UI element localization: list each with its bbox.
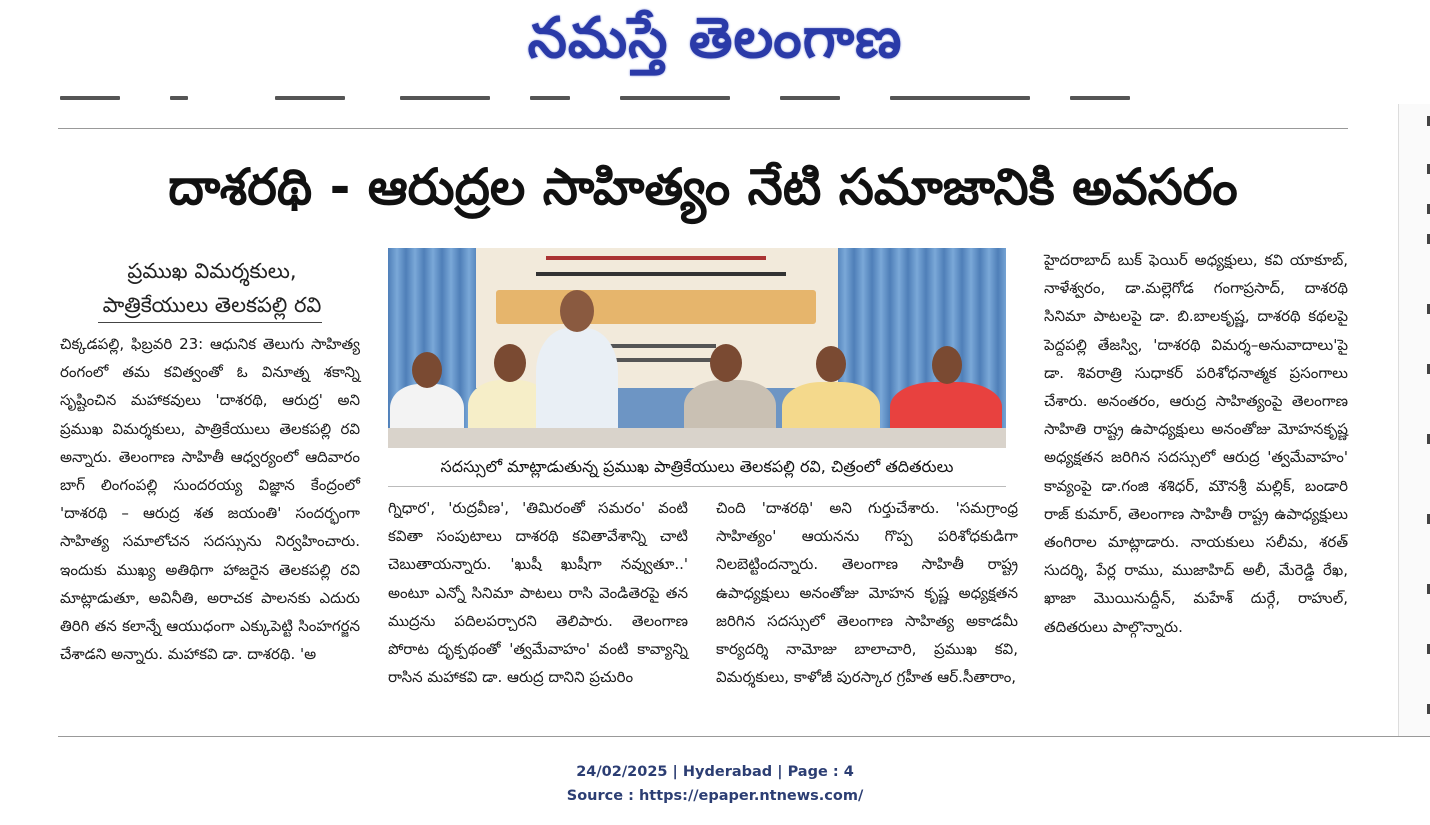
column-1-text: చిక్కడపల్లి, ఫిబ్రవరి 23: ఆధునిక తెలుగు సాహిత్య రంగంలో తమ కవిత్వంతో ఓ వినూత్న శకాన్ని సృష్టించిన మహాకవులు 'దాశరథి, ఆరుద్ర' అని ప్రముఖ విమర్శకులు, పాత్రికేయులు తెలకపల్లి రవి అన్నారు. తెలంగాణ సాహితీ ఆధ్వర్యంలో ఆదివారం బాగ్ లింగంపల్లి సుందరయ్య విజ్ఞాన కేంద్రంలో 'దాశరథి – ఆరుద్ర శత జయంతి' సందర్భంగా సాహిత్య సమాలోచన సదస్సును నిర్వహించారు. ఇందుకు ముఖ్య అతిథిగా హాజరైన తెలకపల్లి రవి మాట్లాడుతూ, అవినీతి, అరాచక పాలనకు ఎదురు తిరిగి తన కలాన్నే ఆయుధంగా ఎక్కుపెట్టి సింహగర్జన చేశాడని అన్నారు. మహాకవి డా. దాశరథి. 'అ — [60, 335, 360, 664]
adjacent-column-edge — [1398, 104, 1430, 736]
column-4-text: హైదరాబాద్ బుక్ ఫెయిర్ అధ్యక్షులు, కవి యాకూబ్, నాళేశ్వరం, డా.మల్లెగోడ గంగాప్రసాద్, దాశరథి సినిమా పాటలపై డా. బి.బాలకృష్ణ, దాశరథి కథలపై పెద్దపల్లి తేజస్వి, 'దాశరథి విమర్శ–అనువాదాలు'పై డా. శివరాత్రి సుధాకర్ పరిశోధనాత్మక ప్రసంగాలు చేశారు. అనంతరం, ఆరుద్ర సాహిత్యంపై తెలంగాణ సాహితి రాష్ట్ర ఉపాధ్యక్షులు అనంతోజు మోహనకృష్ణ అధ్యక్షతన జరిగిన సదస్సులో ఆరుద్ర 'త్వమేవాహం' కావ్యంపై డా.గంజి శశిధర్, మౌనశ్రీ మల్లిక్, బండారి రాజ్ కుమార్, తెలంగాణ సాహితీ రాష్ట్ర ఉపాధ్యక్షులు తంగిరాల మాట్లాడారు. నాయకులు సలీమ, శరత్ సుదర్శి, పేర్ల రాము, ముజాహిద్ అలీ, మేరెడ్డి రేఖ, ఖాజా మొయినుద్దీన్, మహేశ్ దుర్గే, రాహుల్, తదితరులు పాల్గొన్నారు. — [1044, 251, 1348, 636]
top-divider — [58, 128, 1348, 129]
article-column-3 — [716, 494, 1018, 724]
kicker-divider — [98, 322, 322, 323]
newspaper-logo: నమస్తే తెలంగాణ — [527, 6, 903, 71]
cropped-previous-article-strip — [60, 92, 1140, 104]
bottom-divider — [58, 736, 1430, 737]
photo-table — [388, 428, 1006, 448]
page-footer — [0, 760, 1430, 808]
article-column-1 — [60, 330, 360, 720]
column-2-text: గ్నిధార', 'రుద్రవీణ', 'తిమిరంతో సమరం' వంటి కవితా సంపుటాలు దాశరథి కవితావేశాన్ని చాటి చెబుతాయన్నారు. 'ఖుషీ ఖుషీగా నవ్వుతూ..' అంటూ ఎన్నో సినిమా పాటలు రాసి వెండితెరపై తన ముద్రను పదిలపర్చారని తెలిపారు. తెలంగాణ పోరాట దృక్పథంతో 'త్వమేవాహం' వంటి కావ్యాన్ని రాసిన మహాకవి డా. ఆరుద్ర దానిని ప్రచురిం — [388, 499, 688, 687]
photo-caption: సదస్సులో మాట్లాడుతున్న ప్రముఖ పాత్రికేయులు తెలకపల్లి రవి, చిత్రంలో తదితరులు — [388, 448, 1006, 487]
article-column-2 — [388, 494, 688, 724]
masthead — [0, 0, 1430, 80]
footer-source-link[interactable]: Source : https://epaper.ntnews.com/ — [566, 788, 864, 804]
event-banner — [476, 248, 838, 388]
kicker-line-2: పాత్రికేయులు తెలకపల్లి రవి — [102, 293, 322, 317]
column-3-text: చింది 'దాశరథి' అని గుర్తుచేశారు. 'సమగ్రాంధ్ర సాహిత్యం' ఆయనను గొప్ప పరిశోధకుడిగా నిలబెట్టిందన్నారు. తెలంగాణ సాహితీ రాష్ట్ర ఉపాధ్యక్షులు అనంతోజు మోహన కృష్ణ అధ్యక్షతన జరిగిన సదస్సులో తెలంగాణ సాహిత్య అకాడమీ కార్యదర్శి నామోజు బాలాచారి, ప్రముఖ కవి, విమర్శకులు, కాళోజీ పురస్కార గ్రహీత ఆర్.సీతారాం, — [716, 499, 1018, 687]
article-headline: దాశరథి - ఆరుద్రల సాహిత్యం నేటి సమాజానికి అవసరం — [168, 158, 1238, 216]
article-column-4 — [1044, 246, 1348, 722]
article-kicker — [62, 254, 362, 322]
footer-edition-info: 24/02/2025 | Hyderabad | Page : 4 — [576, 764, 854, 780]
event-photo — [388, 248, 1006, 448]
kicker-line-1: ప్రముఖ విమర్శకులు, — [127, 259, 297, 283]
